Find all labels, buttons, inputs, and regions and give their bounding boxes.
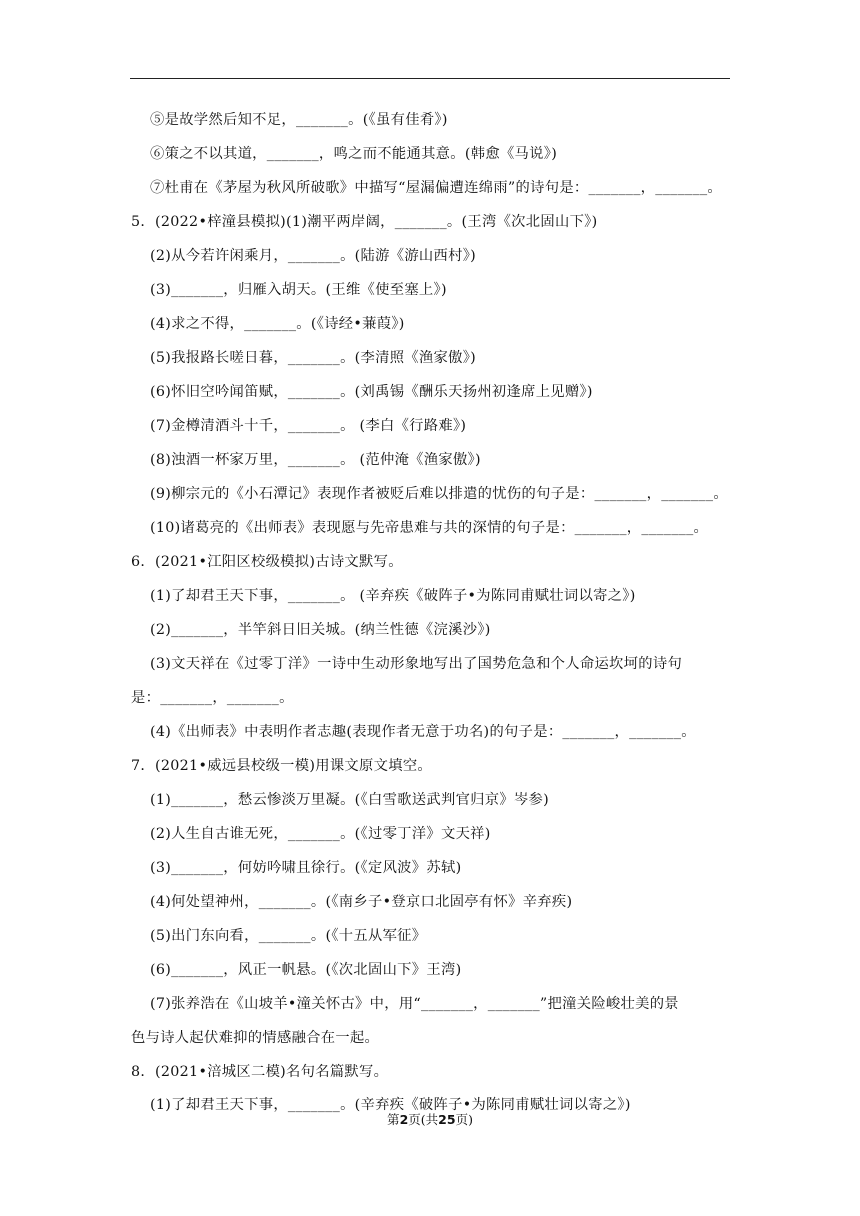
text-line: (1)了却君王天下事，_______。(辛弃疾《破阵子•为陈同甫赋壮词以寄之》) xyxy=(150,1097,631,1113)
question-heading: 5．(2022•梓潼县模拟)(1)潮平两岸阔，_______。(王湾《次北固山下》) xyxy=(131,214,598,230)
text-line: (3)_______，归雁入胡天。(王维《使至塞上》) xyxy=(150,282,447,298)
text-line: ⑥策之不以其道，_______，鸣之而不能通其意。(韩愈《马说》) xyxy=(150,146,558,162)
footer-middle: 页(共 xyxy=(408,1112,439,1127)
text-line: ⑤是故学然后知不足，_______。(《虽有佳肴》) xyxy=(150,112,448,128)
text-line: (6)怀旧空吟闻笛赋，_______。(刘禹锡《酬乐天扬州初逢席上见赠》) xyxy=(150,384,593,400)
text-line: (3)_______，何妨吟啸且徐行。(《定风波》苏轼) xyxy=(150,860,462,876)
question-heading: 6．(2021•江阳区校级模拟)古诗文默写。 xyxy=(131,554,403,570)
text-line: (7)张养浩在《山坡羊•潼关怀古》中，用“_______，_______”把潼关险峻壮美的景 xyxy=(150,996,679,1012)
text-line: (5)出门东向看，_______。(《十五从军征》 xyxy=(150,928,427,944)
text-line: (4)《出师表》中表明作者志趣(表现作者无意于功名)的句子是：_______，_______。 xyxy=(150,724,696,740)
text-line: (7)金樽清酒斗十千，_______。 (李白《行路难》) xyxy=(150,418,467,434)
text-line: (6)_______，风正一帆悬。(《次北固山下》王湾) xyxy=(150,962,462,978)
text-line: (10)诸葛亮的《出师表》表现愿与先帝患难与共的深情的句子是：_______，_______。 xyxy=(150,520,709,536)
total-pages: 25 xyxy=(438,1112,456,1127)
text-line: (1)_______，愁云惨淡万里凝。(《白雪歌送武判官归京》岑参) xyxy=(150,792,550,808)
footer-prefix: 第 xyxy=(387,1112,400,1127)
text-line: (1)了却君王天下事，_______。 (辛弃疾《破阵子•为陈同甫赋壮词以寄之》) xyxy=(150,588,636,604)
text-line: (2)_______，半竿斜日旧关城。(纳兰性德《浣溪沙》) xyxy=(150,622,491,638)
header-rule xyxy=(130,78,730,79)
text-line: (4)何处望神州，_______。(《南乡子•登京口北固亭有怀》辛弃疾) xyxy=(150,894,573,910)
text-line: 色与诗人起伏难抑的情感融合在一起。 xyxy=(131,1030,380,1046)
page-footer xyxy=(0,1111,860,1129)
text-line: (8)浊酒一杯家万里，_______。 (范仲淹《渔家傲》) xyxy=(150,452,481,468)
text-line: (2)从今若许闲乘月，_______。(陆游《游山西村》) xyxy=(150,248,477,264)
page-number: 2 xyxy=(399,1112,409,1127)
text-line: (9)柳宗元的《小石潭记》表现作者被贬后难以排遣的忧伤的句子是：_______，_______。 xyxy=(150,486,728,502)
question-heading: 8．(2021•涪城区二模)名句名篇默写。 xyxy=(131,1064,389,1080)
text-line: (4)求之不得，_______。(《诗经•蒹葭》) xyxy=(150,316,405,332)
text-line: (3)文天祥在《过零丁洋》一诗中生动形象地写出了国势危急和个人命运坎坷的诗句 xyxy=(150,656,683,672)
footer-suffix: 页) xyxy=(455,1112,473,1127)
text-line: (2)人生自古谁无死，_______。(《过零丁洋》文天祥) xyxy=(150,826,491,842)
question-heading: 7．(2021•威远县校级一模)用课文原文填空。 xyxy=(131,758,433,774)
text-line: ⑦杜甫在《茅屋为秋风所破歌》中描写“屋漏偏遭连绵雨”的诗句是：_______，_______。 xyxy=(150,180,722,196)
text-line: 是：_______，_______。 xyxy=(131,690,294,706)
text-line: (5)我报路长嗟日暮，_______。(李清照《渔家傲》) xyxy=(150,350,477,366)
